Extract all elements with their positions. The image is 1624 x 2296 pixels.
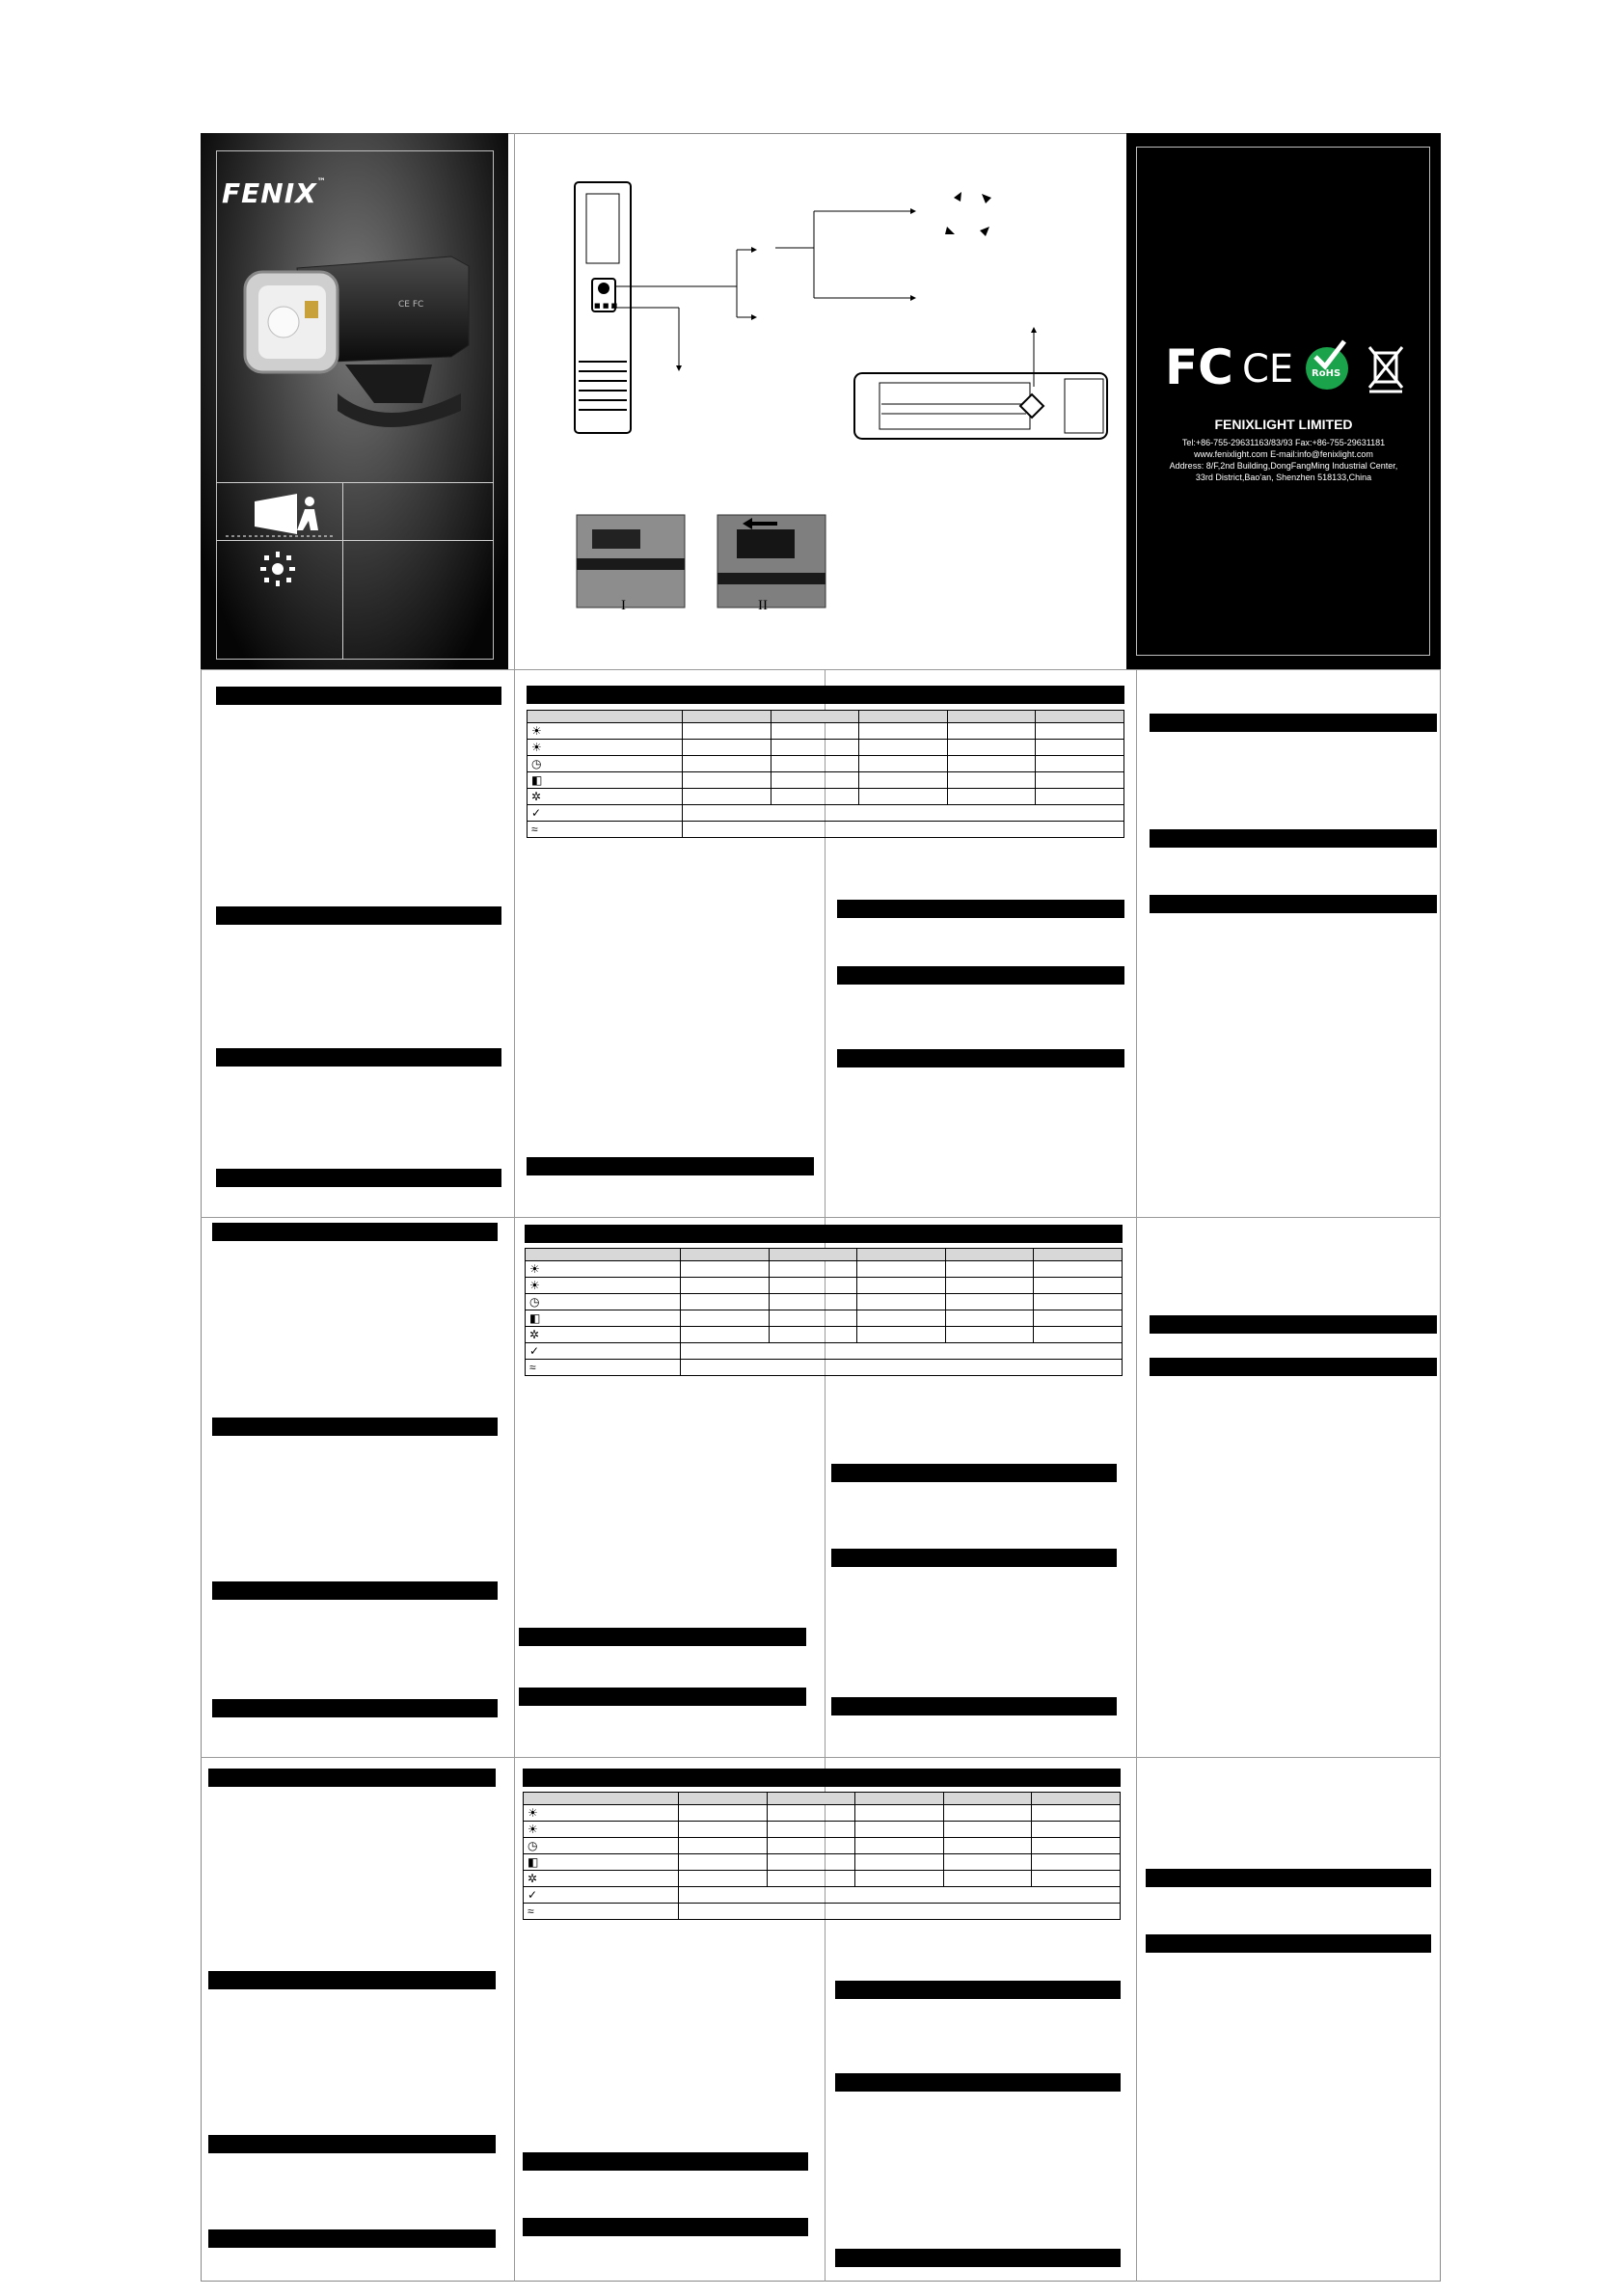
svg-text:■ ■ ■: ■ ■ ■ — [594, 302, 618, 310]
section-heading-bar — [1146, 1869, 1431, 1887]
section-heading-bar — [212, 1418, 498, 1436]
weee-bin-icon — [1369, 347, 1402, 392]
table-heading-bar — [525, 1225, 1123, 1243]
section-heading-bar — [519, 1688, 806, 1706]
section-heading-bar — [523, 2218, 808, 2236]
light-beam-icon: ☀ — [528, 1823, 538, 1836]
impact-resistance-icon: ✓ — [531, 806, 542, 820]
section-heading-bar — [212, 1699, 498, 1717]
spec-table — [523, 1792, 1121, 1920]
install-photo-2 — [717, 515, 826, 608]
waterproof-icon: ≈ — [531, 823, 538, 836]
section-heading-bar — [1150, 829, 1437, 848]
light-beam-icon: ☀ — [531, 741, 542, 754]
section-heading-bar — [831, 1464, 1117, 1482]
light-beam-icon: ☀ — [529, 1279, 540, 1292]
rider-icon — [218, 492, 338, 538]
clock-icon: ◷ — [529, 1295, 540, 1309]
operation-diagram — [515, 134, 1126, 669]
svg-text:CE FC: CE FC — [398, 300, 424, 310]
certification-logos — [1165, 336, 1412, 393]
light-beam-icon: ☀ — [528, 1806, 538, 1820]
section-heading-bar — [837, 900, 1124, 918]
section-heading-bar — [835, 1981, 1121, 1999]
impact-resistance-icon: ✓ — [529, 1344, 540, 1358]
light-beam-icon: ☀ — [531, 724, 542, 738]
spec-table — [527, 710, 1124, 838]
beam-distance-icon: ◧ — [531, 773, 543, 787]
light-beam-icon: ☀ — [529, 1262, 540, 1276]
section-heading-bar — [212, 1223, 498, 1241]
section-heading-bar — [212, 1581, 498, 1600]
section-heading-bar — [216, 1169, 501, 1187]
section-heading-bar — [208, 2229, 496, 2248]
clock-icon: ◷ — [531, 757, 542, 770]
section-heading-bar — [837, 966, 1124, 985]
intensity-icon: ✲ — [529, 1328, 540, 1341]
row-divider — [201, 1217, 1441, 1218]
install-step-2-label: II — [758, 598, 768, 613]
svg-text:RoHS: RoHS — [1312, 368, 1341, 379]
section-heading-bar — [216, 687, 501, 705]
sun-icon — [258, 550, 297, 588]
back-cover — [1126, 133, 1441, 669]
section-heading-bar — [527, 1157, 814, 1175]
section-heading-bar — [208, 1971, 496, 1989]
section-heading-bar — [208, 1769, 496, 1787]
cover-frame — [1136, 147, 1430, 656]
company-name: FENIXLIGHT LIMITED — [1214, 417, 1353, 432]
row-divider — [201, 669, 1441, 670]
ce-logo: CE — [1242, 347, 1294, 392]
section-heading-bar — [519, 1628, 806, 1646]
clock-icon: ◷ — [528, 1839, 538, 1852]
waterproof-icon: ≈ — [529, 1361, 536, 1374]
section-heading-bar — [208, 2135, 496, 2153]
company-address-line2: 33rd District,Bao'an, Shenzhen 518133,China — [1195, 473, 1372, 482]
section-heading-bar — [837, 1049, 1124, 1067]
beam-distance-icon: ◧ — [528, 1855, 539, 1869]
table-heading-bar — [523, 1769, 1121, 1787]
column-divider — [825, 669, 826, 2282]
fenix-logo: FENIX™ — [222, 177, 327, 209]
front-cover — [201, 133, 508, 669]
section-heading-bar — [835, 2073, 1121, 2092]
section-heading-bar — [1150, 895, 1437, 913]
section-heading-bar — [1150, 714, 1437, 732]
section-heading-bar — [1150, 1358, 1437, 1376]
spec-table — [525, 1248, 1123, 1376]
section-heading-bar — [831, 1697, 1117, 1715]
impact-resistance-icon: ✓ — [528, 1888, 538, 1902]
section-heading-bar — [1150, 1315, 1437, 1334]
section-heading-bar — [831, 1549, 1117, 1567]
install-step-1-label: I — [621, 598, 626, 613]
intensity-icon: ✲ — [531, 790, 542, 803]
waterproof-icon: ≈ — [528, 1904, 534, 1918]
table-heading-bar — [527, 686, 1124, 704]
company-web-email: www.fenixlight.com E-mail:info@fenixlight.com — [1194, 449, 1373, 459]
company-tel-fax: Tel:+86-755-29631163/83/93 Fax:+86-755-29631181 — [1181, 438, 1386, 447]
section-heading-bar — [835, 2249, 1121, 2267]
section-heading-bar — [1146, 1934, 1431, 1953]
section-heading-bar — [523, 2152, 808, 2171]
beam-distance-icon: ◧ — [529, 1311, 541, 1325]
fc-logo: FC — [1165, 339, 1233, 393]
row-divider — [201, 1757, 1441, 1758]
section-heading-bar — [216, 1048, 501, 1067]
section-heading-bar — [216, 906, 501, 925]
product-photo — [230, 239, 480, 432]
company-address-line1: Address: 8/F,2nd Building,DongFangMing Industrial Center, — [1169, 461, 1398, 471]
intensity-icon: ✲ — [528, 1872, 538, 1885]
